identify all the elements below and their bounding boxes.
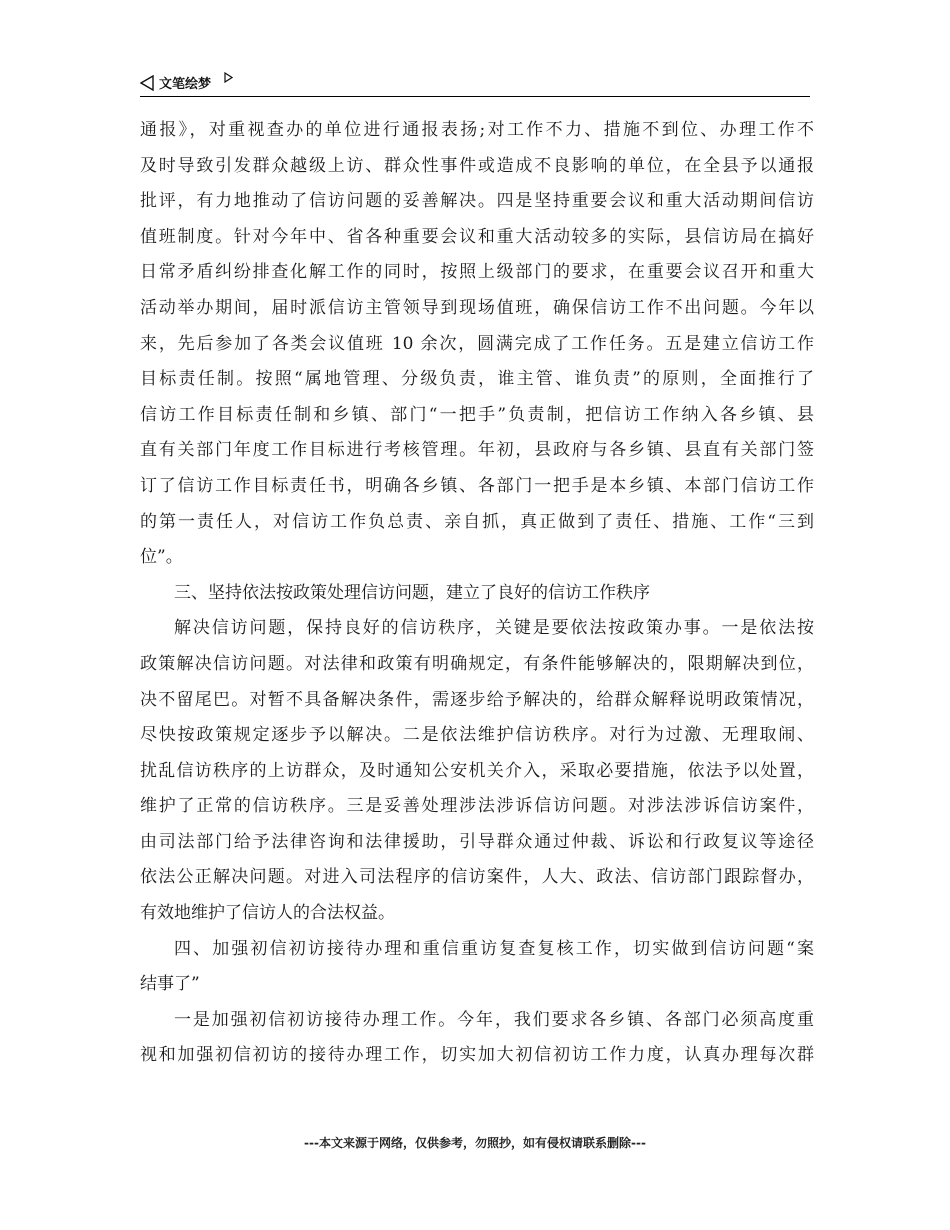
text-line: 决不留尾巴。对暂不具备解决条件，需逐步给予解决的，给群众解释说明政策情况， xyxy=(140,689,814,710)
text-line: 来，先后参加了各类会议值班 10 余次，圆满完成了工作任务。五是建立信访工作 xyxy=(140,333,814,354)
page-footer-disclaimer: ---本文来源于网络，仅供参考，勿照抄，如有侵权请联系删除--- xyxy=(304,1136,646,1150)
text-line: 的第一责任人，对信访工作负总责、亲自抓，真正做到了责任、措施、工作“三到 xyxy=(140,511,814,532)
text-line: 活动举办期间，届时派信访主管领导到现场值班，确保信访工作不出问题。今年以 xyxy=(140,297,814,318)
text-line: 解决信访问题，保持良好的信访秩序，关键是要依法按政策办事。一是依法按 xyxy=(174,618,814,639)
text-line: 扰乱信访秩序的上访群众，及时通知公安机关介入，采取必要措施，依法予以处置， xyxy=(140,760,814,781)
document-body xyxy=(140,113,814,1074)
text-line: 依法公正解决问题。对进入司法程序的信访案件，人大、政法、信访部门跟踪督办， xyxy=(140,867,814,888)
text-line: 批评，有力地推动了信访问题的妥善解决。四是坚持重要会议和重大活动期间信访 xyxy=(140,191,814,212)
text-line: 目标责任制。按照“属地管理、分级负责，谁主管、谁负责”的原则，全面推行了 xyxy=(140,369,814,390)
text-line: 日常矛盾纠纷排查化解工作的同时，按照上级部门的要求，在重要会议召开和重大 xyxy=(140,262,814,283)
section-heading: 结事了” xyxy=(140,974,200,995)
text-line: 政策解决信访问题。对法律和政策有明确规定，有条件能够解决的，限期解决到位， xyxy=(140,653,814,674)
text-line: 直有关部门年度工作目标进行考核管理。年初，县政府与各乡镇、县直有关部门签 xyxy=(140,440,814,461)
triangle-right-icon xyxy=(224,72,233,83)
section-heading: 四、加强初信初访接待办理和重信重访复查复核工作，切实做到信访问题“案 xyxy=(174,938,814,959)
text-line: 信访工作目标责任制和乡镇、部门“一把手”负责制，把信访工作纳入各乡镇、县 xyxy=(140,404,814,425)
text-line: 由司法部门给予法律咨询和法律援助，引导群众通过仲裁、诉讼和行政复议等途径 xyxy=(140,831,814,852)
text-line: 位”。 xyxy=(140,547,183,568)
text-line: 订了信访工作目标责任书，明确各乡镇、各部门一把手是本乡镇、本部门信访工作 xyxy=(140,475,814,496)
text-line: 有效地维护了信访人的合法权益。 xyxy=(140,903,395,924)
text-line: 视和加强初信初访的接待办理工作，切实加大初信初访工作力度，认真办理每次群 xyxy=(140,1045,814,1066)
brand-name: 文笔绘梦 xyxy=(159,77,212,92)
page-header xyxy=(140,70,810,97)
triangle-left-icon xyxy=(140,75,154,91)
text-line: 值班制度。针对今年中、省各种重要会议和重大活动较多的实际，县信访局在搞好 xyxy=(140,226,814,247)
text-line: 尽快按政策规定逐步予以解决。二是依法维护信访秩序。对行为过激、无理取闹、 xyxy=(140,725,814,746)
section-heading: 三、坚持依法按政策处理信访问题，建立了良好的信访工作秩序 xyxy=(174,582,650,603)
text-line: 维护了正常的信访秩序。三是妥善处理涉法涉诉信访问题。对涉法涉诉信访案件， xyxy=(140,796,814,817)
text-line: 一是加强初信初访接待办理工作。今年，我们要求各乡镇、各部门必须高度重 xyxy=(174,1009,814,1030)
text-line: 及时导致引发群众越级上访、群众性事件或造成不良影响的单位，在全县予以通报 xyxy=(140,155,814,176)
text-line: 通报》，对重视查办的单位进行通报表扬;对工作不力、措施不到位、办理工作不 xyxy=(140,120,814,140)
